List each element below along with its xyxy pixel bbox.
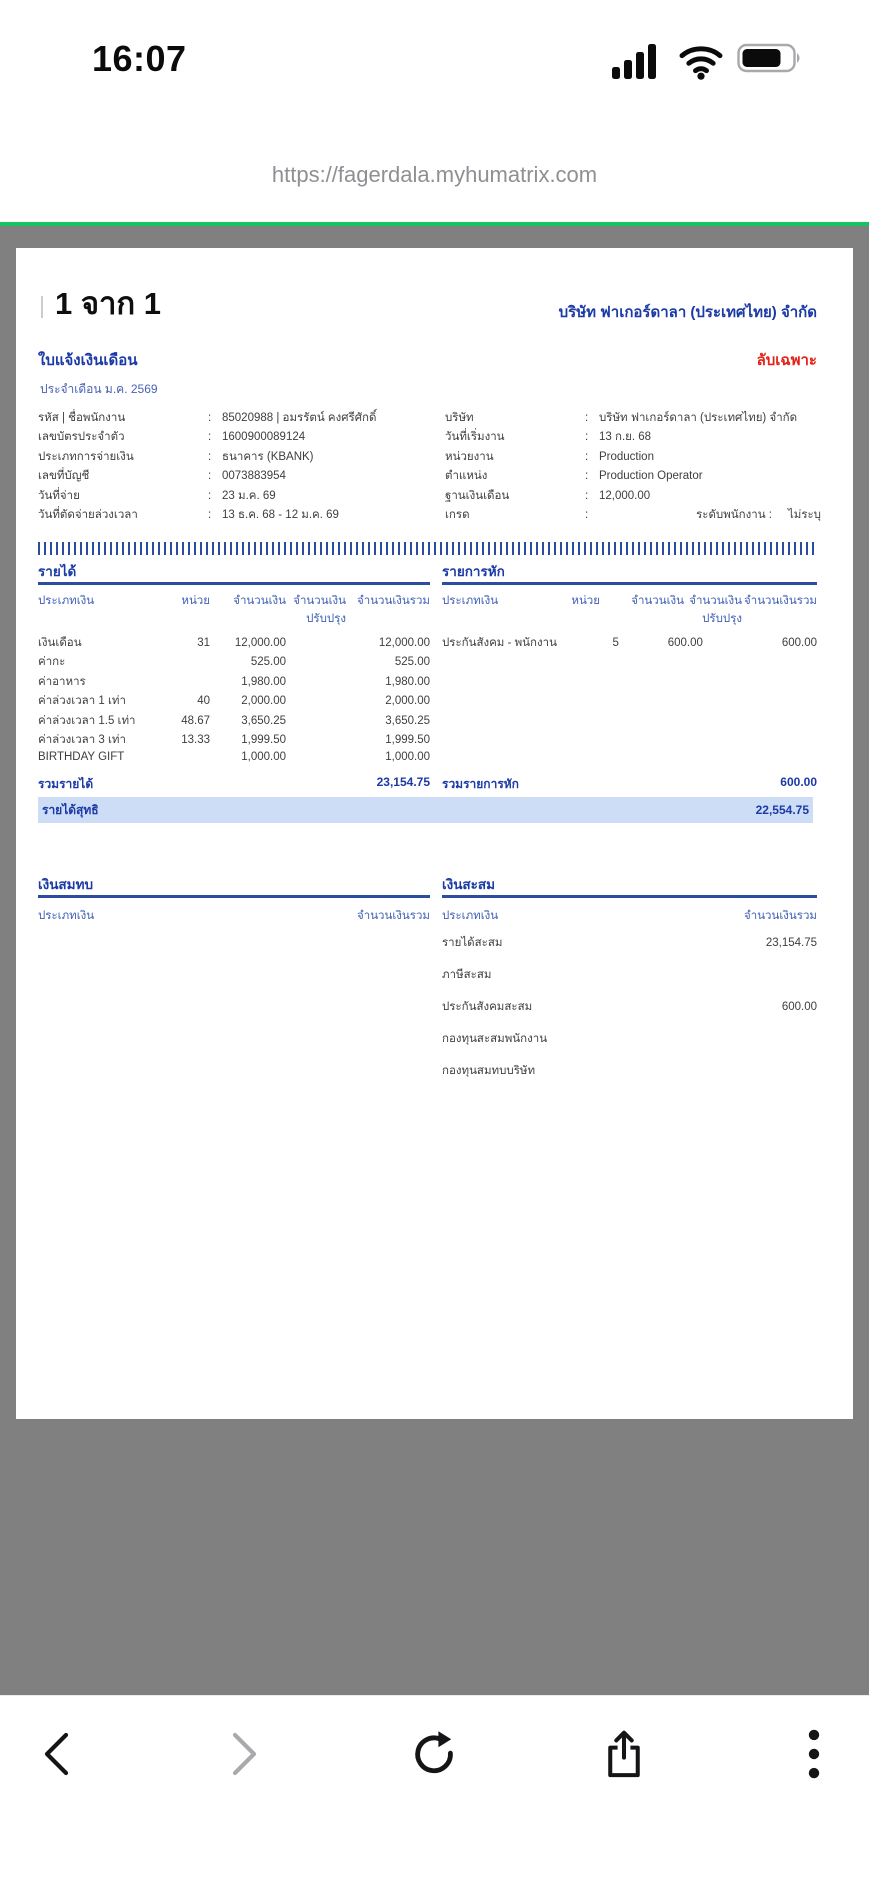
deduction-total-value: 600.00 xyxy=(780,775,817,789)
info-row: หน่วยงาน : Production xyxy=(445,450,654,463)
cellular-signal-icon xyxy=(612,42,666,80)
income-row: ค่าล่วงเวลา 1 เท่า 40 2,000.00 2,000.00 xyxy=(38,695,430,707)
savings-row: ประกันสังคมสะสม 600.00 xyxy=(442,1000,817,1013)
share-button[interactable] xyxy=(596,1726,652,1782)
income-header-row: ประเภทเงิน หน่วย จำนวนเงิน จำนวนเงิน ปรับปรุง จำนวนเงินรวม xyxy=(38,594,430,625)
info-row: ฐานเงินเดือน : 12,000.00 xyxy=(445,489,651,502)
rule xyxy=(38,895,430,898)
contributions-table xyxy=(38,873,430,927)
info-row: วันที่เริ่มงาน : 13 ก.ย. 68 xyxy=(445,431,652,444)
employee-info-right xyxy=(445,408,820,525)
reload-button[interactable] xyxy=(406,1726,462,1782)
info-row: วันที่ตัดจ่ายล่วงเวลา : 13 ธ.ค. 68 - 12 ม.ค. 69 xyxy=(38,509,339,522)
savings-row: กองทุนสมทบบริษัท xyxy=(442,1064,536,1077)
info-row: เลขที่บัญชี : 0073883954 xyxy=(38,470,286,483)
savings-row: รายได้สะสม 23,154.75 xyxy=(442,936,817,949)
deduction-header-row: ประเภทเงิน หน่วย จำนวนเงิน จำนวนเงิน ปรับปรุง จำนวนเงินรวม xyxy=(442,594,817,625)
grade-extra-label: ระดับพนักงาน : xyxy=(696,509,772,522)
page-indicator: 1 จาก 1 xyxy=(55,286,162,321)
forward-icon xyxy=(228,1730,262,1778)
rule xyxy=(442,582,817,585)
pdf-viewport[interactable] xyxy=(0,226,869,1695)
net-income-row xyxy=(38,797,813,823)
info-row: ประเภทการจ่ายเงิน : ธนาคาร (KBANK) xyxy=(38,450,314,463)
deduction-section-title: รายการหัก xyxy=(442,564,505,579)
deduction-table xyxy=(442,560,817,653)
reload-icon xyxy=(410,1730,458,1778)
income-total-label: รวมรายได้ xyxy=(38,777,94,791)
income-total-value: 23,154.75 xyxy=(376,775,430,789)
wifi-icon xyxy=(676,42,726,80)
income-row: ค่าล่วงเวลา 3 เท่า 13.33 1,999.50 1,999.50 xyxy=(38,734,430,746)
savings-table xyxy=(442,873,817,1087)
share-icon xyxy=(602,1728,646,1780)
net-income-value: 22,554.75 xyxy=(755,803,809,817)
income-row: ค่าล่วงเวลา 1.5 เท่า 48.67 3,650.25 3,650.25 xyxy=(38,714,430,727)
income-section-title: รายได้ xyxy=(38,564,77,579)
income-row: BIRTHDAY GIFT 1,000.00 1,000.00 xyxy=(38,750,430,763)
employee-info-left xyxy=(38,408,430,525)
payslip-document xyxy=(16,248,853,1419)
forward-button[interactable] xyxy=(217,1726,273,1782)
status-bar xyxy=(0,0,869,100)
savings-header-row: ประเภทเงิน จำนวนเงินรวม xyxy=(442,909,817,922)
contributions-header-row: ประเภทเงิน จำนวนเงินรวม xyxy=(38,909,430,922)
browser-header xyxy=(0,100,869,222)
income-row: เงินเดือน 31 12,000.00 12,000.00 xyxy=(38,636,430,649)
income-row: ค่าอาหาร 1,980.00 1,980.00 xyxy=(38,675,430,688)
deduction-total-row xyxy=(442,775,817,794)
info-row: บริษัท : บริษัท ฟาเกอร์ดาลา (ประเทศไทย) จำกัด xyxy=(445,411,798,424)
more-menu-button[interactable] xyxy=(786,1726,842,1782)
deduction-total-label: รวมรายการหัก xyxy=(442,777,519,791)
confidential-label: ลับเฉพาะ xyxy=(756,352,817,369)
browser-toolbar xyxy=(0,1695,869,1884)
rule xyxy=(38,582,430,585)
company-name: บริษัท ฟาเกอร์ดาลา (ประเทศไทย) จำกัด xyxy=(558,304,817,321)
barcode-separator xyxy=(38,542,817,555)
income-table xyxy=(38,560,430,770)
battery-icon xyxy=(737,42,803,74)
contributions-section-title: เงินสมทบ xyxy=(38,877,94,892)
payslip-title: ใบแจ้งเงินเดือน xyxy=(38,352,138,369)
url-text[interactable]: https://fagerdala.myhumatrix.com xyxy=(271,162,598,187)
savings-row: กองทุนสะสมพนักงาน xyxy=(442,1032,548,1045)
info-row: รหัส | ชื่อพนักงาน : 85020988 | อมรรัตน์ คงศรีศักดิ์ xyxy=(38,411,377,424)
grade-extra-value: ไม่ระบุ xyxy=(787,509,821,522)
back-icon xyxy=(39,1730,73,1778)
status-time: 16:07 xyxy=(92,38,187,79)
income-row: ค่ากะ 525.00 525.00 xyxy=(38,656,430,668)
deduction-row: ประกันสังคม - พนักงาน 5 600.00 600.00 xyxy=(442,636,817,649)
savings-row: ภาษีสะสม xyxy=(442,968,492,981)
rule xyxy=(442,895,817,898)
info-row: วันที่จ่าย : 23 ม.ค. 69 xyxy=(38,489,276,502)
net-income-label: รายได้สุทธิ xyxy=(42,802,99,817)
page-edge-mark xyxy=(41,296,43,318)
info-row-grade: เกรด : ระดับพนักงาน : ไม่ระบุ xyxy=(445,506,820,526)
info-row: ตำแหน่ง : Production Operator xyxy=(445,470,703,483)
info-row: เลขบัตรประจำตัว : 1600900089124 xyxy=(38,431,306,444)
savings-section-title: เงินสะสม xyxy=(442,877,496,892)
income-total-row xyxy=(38,775,430,794)
more-icon xyxy=(807,1728,821,1780)
period-label: ประจำเดือน ม.ค. 2569 xyxy=(40,382,158,396)
back-button[interactable] xyxy=(28,1726,84,1782)
